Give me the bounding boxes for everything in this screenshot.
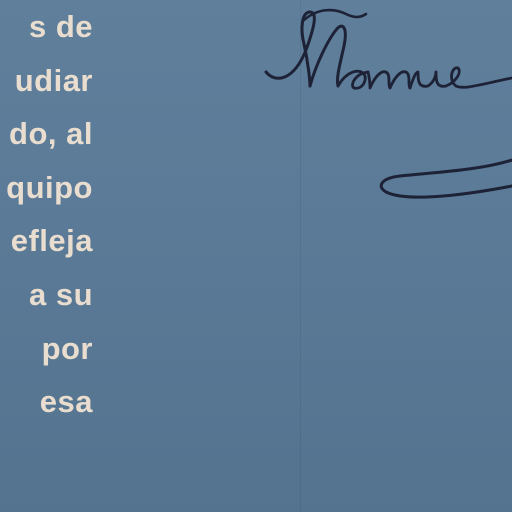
plaque-text-line: esa xyxy=(39,384,93,420)
signature-e-stroke xyxy=(446,68,512,87)
plaque-text-line: por xyxy=(41,330,93,366)
signature-underline-flourish xyxy=(381,160,512,197)
signature-u-stroke xyxy=(410,72,446,88)
signature-m-initial-stroke xyxy=(266,12,314,86)
signature-n-stroke xyxy=(368,72,410,88)
plaque-text-line: efleja xyxy=(10,223,93,259)
plaque-text-column xyxy=(0,8,93,437)
plaque-text-line: s de xyxy=(28,9,93,44)
handwritten-signature xyxy=(250,0,512,220)
signature-a-stroke xyxy=(338,71,368,88)
signature-m-arch-stroke xyxy=(310,26,345,86)
plaque-text-line: a su xyxy=(28,276,93,312)
plaque-text-line: quipo xyxy=(6,169,93,205)
plaque-text-line: do, al xyxy=(9,116,93,152)
plaque-text-line: udiar xyxy=(14,62,93,98)
